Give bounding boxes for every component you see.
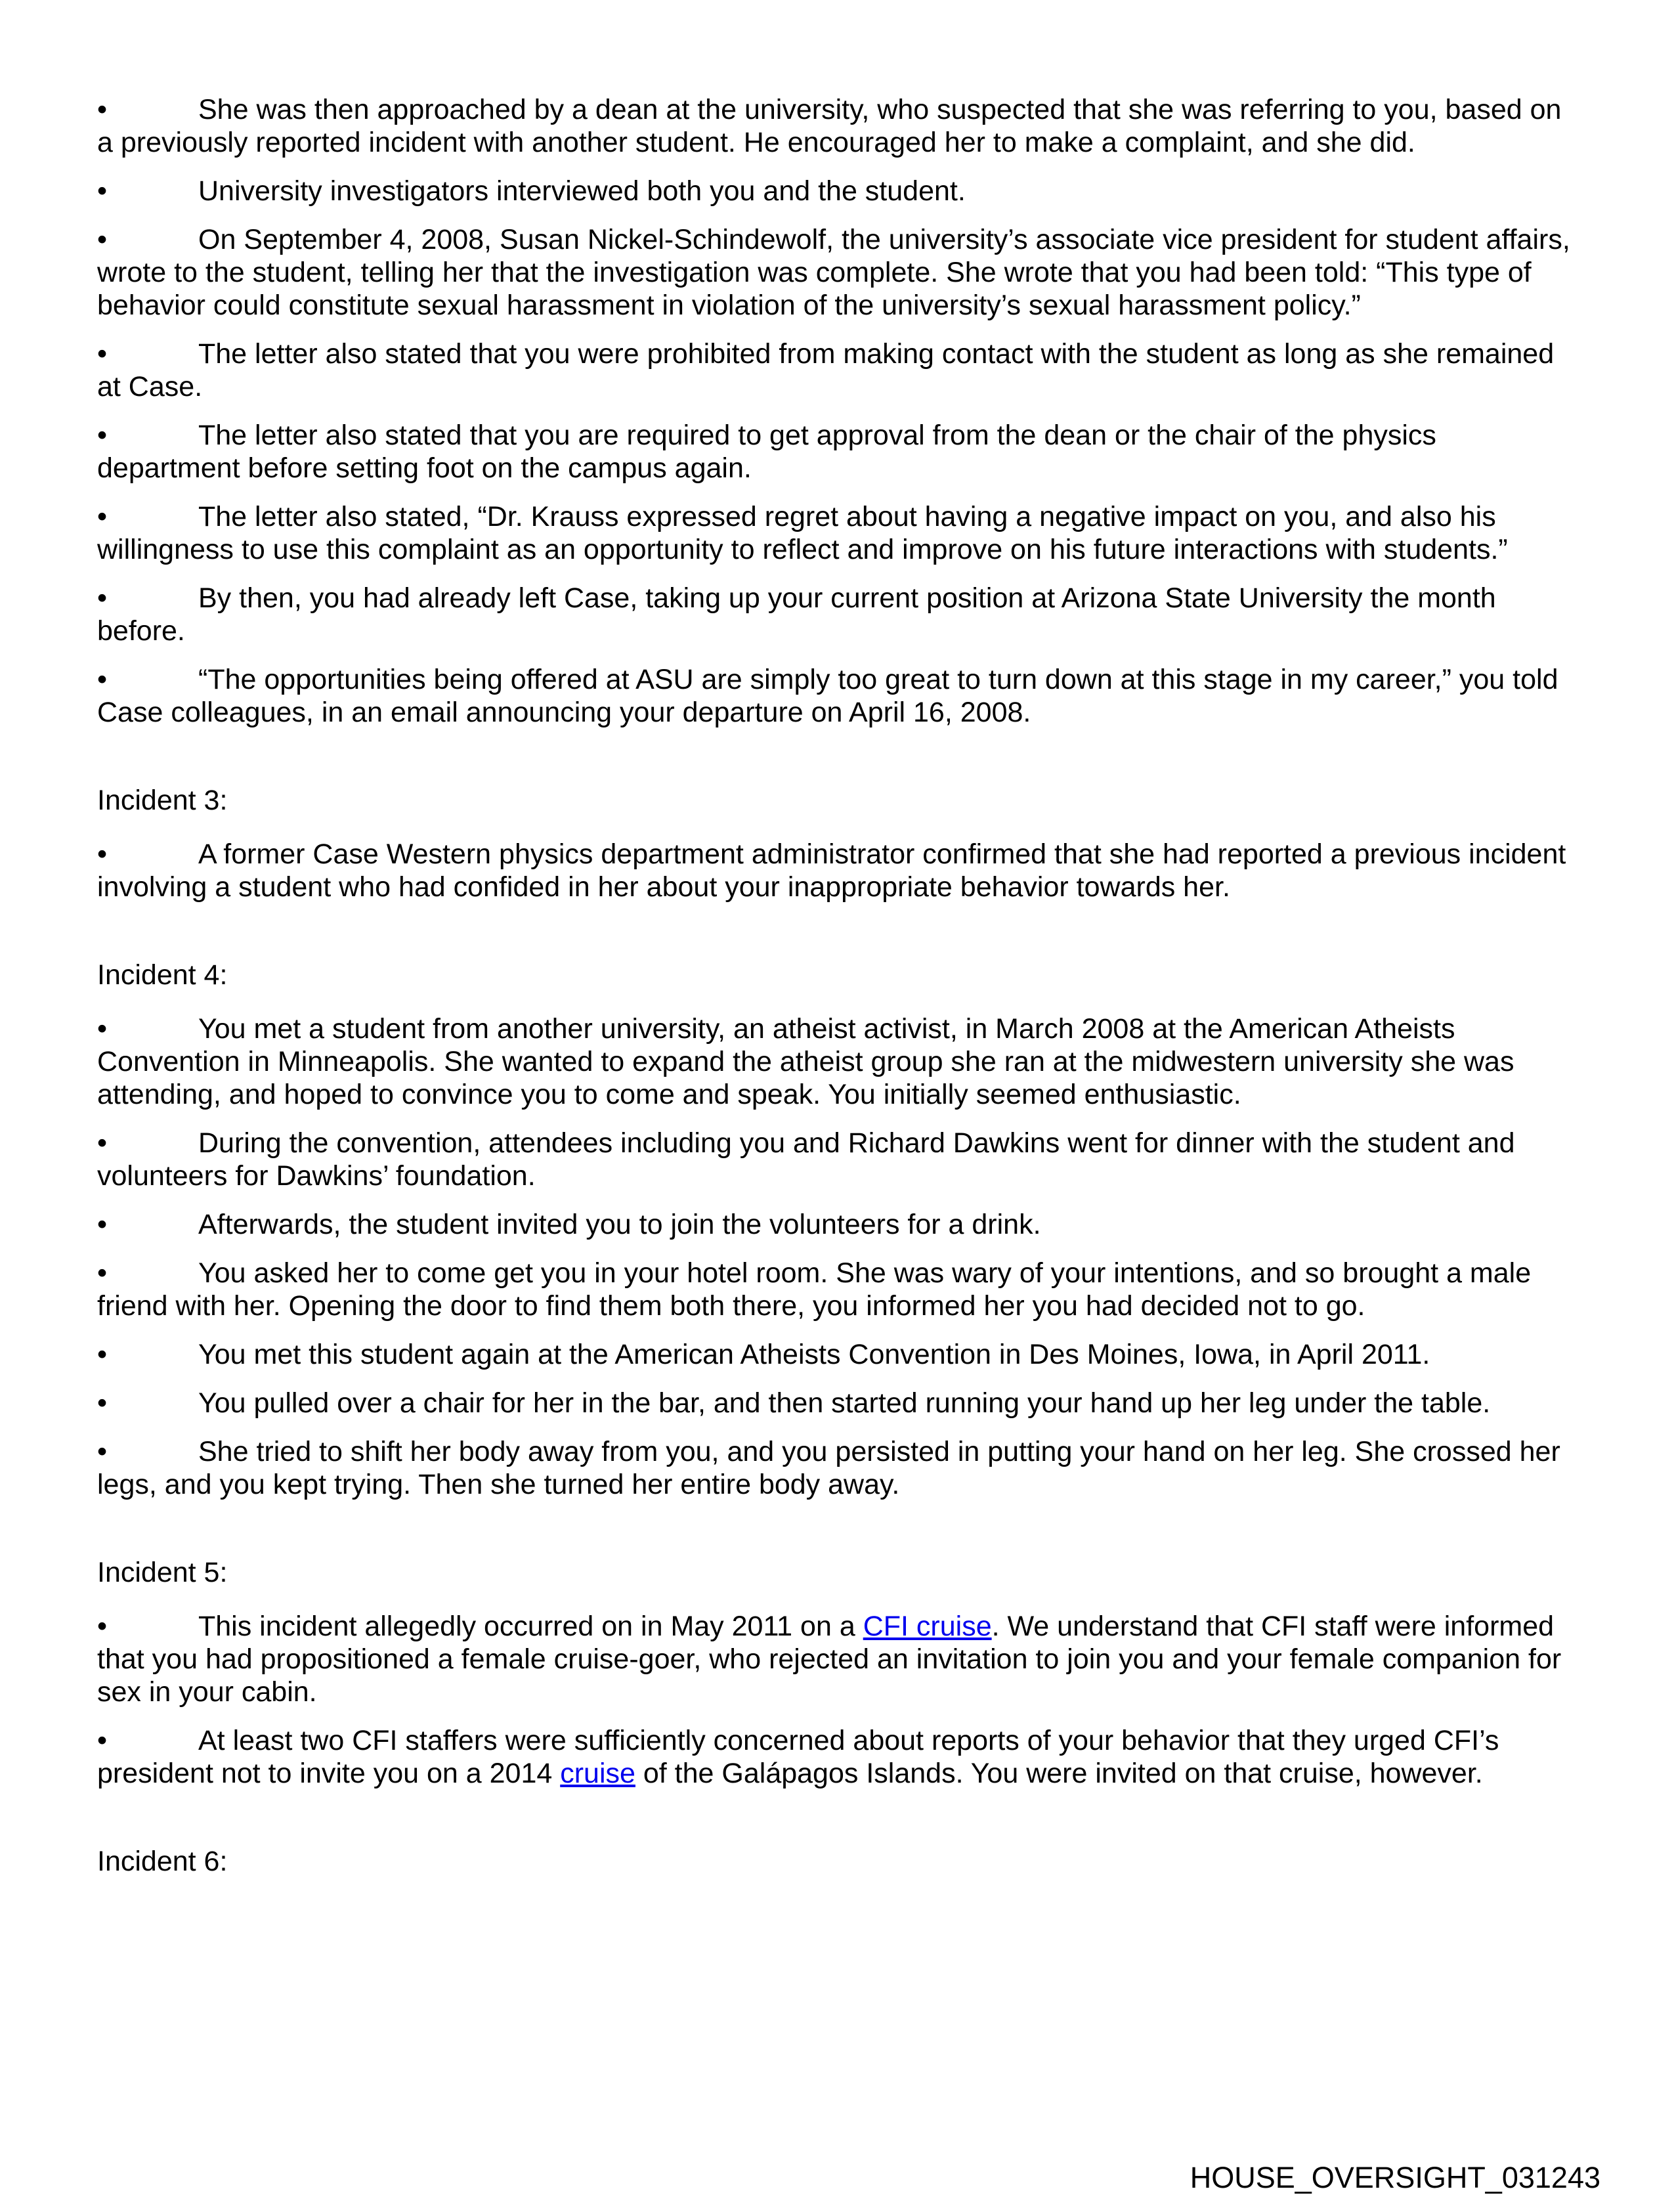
bullet-item bbox=[97, 337, 1582, 403]
bullet-item bbox=[97, 1338, 1582, 1371]
bullet-text: She was then approached by a dean at the university, who suspected that she was referring to you, based on a previously reported incident with another student. He encouraged her to make a complaint, and she did. bbox=[97, 94, 1562, 158]
bullet-item bbox=[97, 1724, 1582, 1790]
bullet-marker: • bbox=[97, 1725, 108, 1756]
bullet-text: The letter also stated, “Dr. Krauss expressed regret about having a negative impact on you, and also his willingness to use this complaint as an opportunity to reflect and improve on his future interactions with students.” bbox=[97, 501, 1508, 565]
bullet-marker: • bbox=[97, 224, 108, 255]
bullet-marker: • bbox=[97, 1611, 108, 1642]
bullet-marker: • bbox=[97, 338, 108, 370]
bullet-marker: • bbox=[97, 1436, 108, 1467]
inline-link[interactable]: cruise bbox=[560, 1758, 635, 1789]
incident-heading: Incident 3: bbox=[97, 785, 228, 816]
bullet-marker: • bbox=[97, 582, 108, 614]
document-body bbox=[97, 93, 1582, 1899]
bullet-text: The letter also stated that you are required to get approval from the dean or the chair of the physics department before setting foot on the campus again. bbox=[97, 420, 1436, 484]
bullet-text: She tried to shift her body away from you, and you persisted in putting your hand on her leg. She crossed her legs, and you kept trying. Then she turned her entire body away. bbox=[97, 1436, 1560, 1500]
bullet-item bbox=[97, 1257, 1582, 1322]
bullet-text: This incident allegedly occurred on in May 2011 on a bbox=[198, 1611, 863, 1642]
bullet-marker: • bbox=[97, 1257, 108, 1289]
bullet-text: You asked her to come get you in your hotel room. She was wary of your intentions, and so brought a male friend with her. Opening the door to find them both there, you informed her you had decided not to go. bbox=[97, 1257, 1532, 1322]
bullet-marker: • bbox=[97, 1339, 108, 1370]
bullet-item bbox=[97, 1387, 1582, 1420]
bullet-marker: • bbox=[97, 1209, 108, 1240]
bullet-text: During the convention, attendees including you and Richard Dawkins went for dinner with the student and volunteers for Dawkins’ foundation. bbox=[97, 1127, 1515, 1192]
bullet-text: “The opportunities being offered at ASU are simply too great to turn down at this stage in my career,” you told Case colleagues, in an email announcing your departure on April 16, 2008. bbox=[97, 664, 1558, 728]
bullet-item bbox=[97, 663, 1582, 729]
bullet-item bbox=[97, 582, 1582, 647]
incident-heading: Incident 5: bbox=[97, 1557, 228, 1588]
inline-link[interactable]: CFI cruise bbox=[863, 1611, 992, 1642]
bullet-marker: • bbox=[97, 94, 108, 125]
bullet-item bbox=[97, 1610, 1582, 1708]
bullet-text: A former Case Western physics department administrator confirmed that she had reported a previous incident involving a student who had confided in her about your inappropriate behavior towards her. bbox=[97, 838, 1566, 903]
bullet-text: The letter also stated that you were prohibited from making contact with the student as long as she remained at Case. bbox=[97, 338, 1555, 402]
bullet-marker: • bbox=[97, 420, 108, 451]
bullet-text: Afterwards, the student invited you to join the volunteers for a drink. bbox=[198, 1209, 1041, 1240]
bullet-marker: • bbox=[97, 664, 108, 695]
bullet-item bbox=[97, 1435, 1582, 1501]
bullet-item bbox=[97, 223, 1582, 322]
bullet-text: On September 4, 2008, Susan Nickel-Schindewolf, the university’s associate vice president for student affairs, wrote to the student, telling her that the investigation was complete. She wrote that you had been told: “This type of behavior could constitute sexual harassment in violation of the university’s sexual harassment policy.” bbox=[97, 224, 1570, 321]
bullet-text: You met a student from another university, an atheist activist, in March 2008 at the American Atheists Convention in Minneapolis. She wanted to expand the atheist group she ran at the midwestern university she was attending, and hoped to convince you to come and speak. You initially seemed enthusiastic. bbox=[97, 1013, 1514, 1110]
bullet-item bbox=[97, 838, 1582, 903]
incident-heading: Incident 6: bbox=[97, 1846, 228, 1877]
bullet-marker: • bbox=[97, 1127, 108, 1159]
bullet-marker: • bbox=[97, 1387, 108, 1419]
bullet-marker: • bbox=[97, 838, 108, 870]
bullet-text: . We understand that CFI staff were informed that you had propositioned a female cruise-goer, who rejected an invitation to join you and your female companion for sex in your cabin. bbox=[97, 1611, 1562, 1708]
incident-heading: Incident 4: bbox=[97, 959, 228, 991]
bullet-item bbox=[97, 1012, 1582, 1111]
bullet-text: At least two CFI staffers were sufficiently concerned about reports of your behavior that they urged CFI’s president not to invite you on a 2014 bbox=[97, 1725, 1499, 1789]
bullet-item bbox=[97, 93, 1582, 159]
bullet-marker: • bbox=[97, 501, 108, 532]
bullet-text: of the Galápagos Islands. You were invited on that cruise, however. bbox=[635, 1758, 1483, 1789]
bullet-item bbox=[97, 1208, 1582, 1241]
bullet-text: You met this student again at the American Atheists Convention in Des Moines, Iowa, in April 2011. bbox=[198, 1339, 1430, 1370]
bates-number: HOUSE_OVERSIGHT_031243 bbox=[1190, 2161, 1600, 2194]
bullet-item bbox=[97, 500, 1582, 566]
bullet-text: University investigators interviewed both you and the student. bbox=[198, 175, 966, 207]
bullet-text: You pulled over a chair for her in the bar, and then started running your hand up her leg under the table. bbox=[198, 1387, 1491, 1419]
bullet-item bbox=[97, 419, 1582, 485]
bullet-marker: • bbox=[97, 1013, 108, 1045]
bullet-text: By then, you had already left Case, taking up your current position at Arizona State University the month before. bbox=[97, 582, 1496, 647]
bullet-item bbox=[97, 175, 1582, 207]
bullet-marker: • bbox=[97, 175, 108, 207]
bullet-item bbox=[97, 1127, 1582, 1192]
